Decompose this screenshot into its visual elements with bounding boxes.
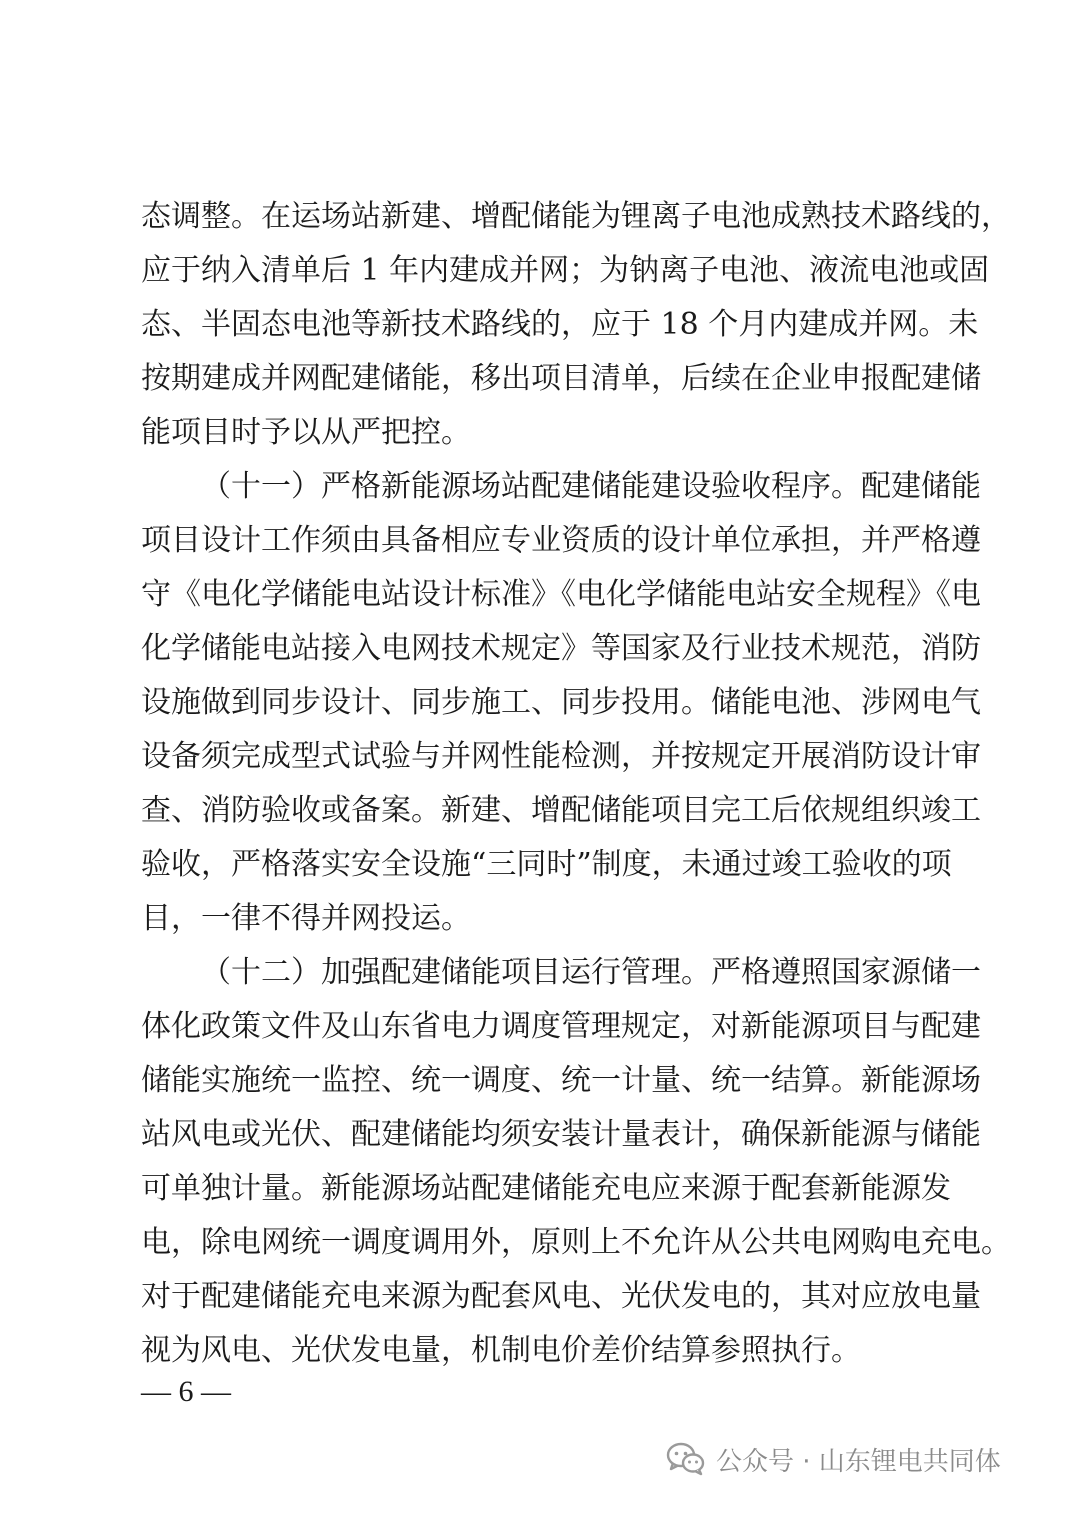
wechat-icon [666,1441,706,1477]
paragraph-line: 应于纳入清单后 1 年内建成并网；为钠离子电池、液流电池或固 [141,253,990,288]
paragraph-line: 查、消防验收或备案。新建、增配储能项目完工后依规组织竣工 [141,793,981,828]
paragraph-line: 对于配建储能充电来源为配套风电、光伏发电的，其对应放电量 [141,1279,981,1314]
paragraph-line: 化学储能电站接入电网技术规定》等国家及行业技术规范，消防 [141,631,981,666]
paragraph-line: 站风电或光伏、配建储能均须安装计量表计，确保新能源与储能 [141,1117,981,1152]
paragraph-line: 验收，严格落实安全设施“三同时”制度，未通过竣工验收的项 [141,847,952,882]
paragraph-line: 视为风电、光伏发电量，机制电价差价结算参照执行。 [141,1333,861,1368]
watermark-text: 公众号 · 山东锂电共同体 [716,1446,1001,1477]
paragraph-line: 按期建成并网配建储能，移出项目清单，后续在企业申报配建储 [141,361,981,396]
watermark [666,1437,1001,1481]
paragraph-line: 体化政策文件及山东省电力调度管理规定，对新能源项目与配建 [141,1009,981,1044]
page-number: — 6 — [141,1375,231,1408]
paragraph-line: 守《电化学储能电站设计标准》《电化学储能电站安全规程》《电 [141,577,981,612]
section-heading-line: （十二）加强配建储能项目运行管理。严格遵照国家源储一 [201,955,981,990]
paragraph-line: 设备须完成型式试验与并网性能检测，并按规定开展消防设计审 [141,739,981,774]
paragraph-line: 可单独计量。新能源场站配建储能充电应来源于配套新能源发 [141,1171,951,1206]
paragraph-line: 态、半固态电池等新技术路线的，应于 18 个月内建成并网。未 [141,307,979,342]
paragraph-line: 项目设计工作须由具备相应专业资质的设计单位承担，并严格遵 [141,523,981,558]
paragraph-line: 态调整。在运场站新建、增配储能为锂离子电池成熟技术路线的， [141,199,1011,234]
paragraph-line: 电，除电网统一调度调用外，原则上不允许从公共电网购电充电。 [141,1225,1011,1260]
paragraph-line: 目，一律不得并网投运。 [141,901,471,936]
paragraph-line: 设施做到同步设计、同步施工、同步投用。储能电池、涉网电气 [141,685,981,720]
section-heading-line: （十一）严格新能源场站配建储能建设验收程序。配建储能 [201,469,981,504]
paragraph-line: 储能实施统一监控、统一调度、统一计量、统一结算。新能源场 [141,1063,981,1098]
paragraph-line: 能项目时予以从严把控。 [141,415,471,450]
